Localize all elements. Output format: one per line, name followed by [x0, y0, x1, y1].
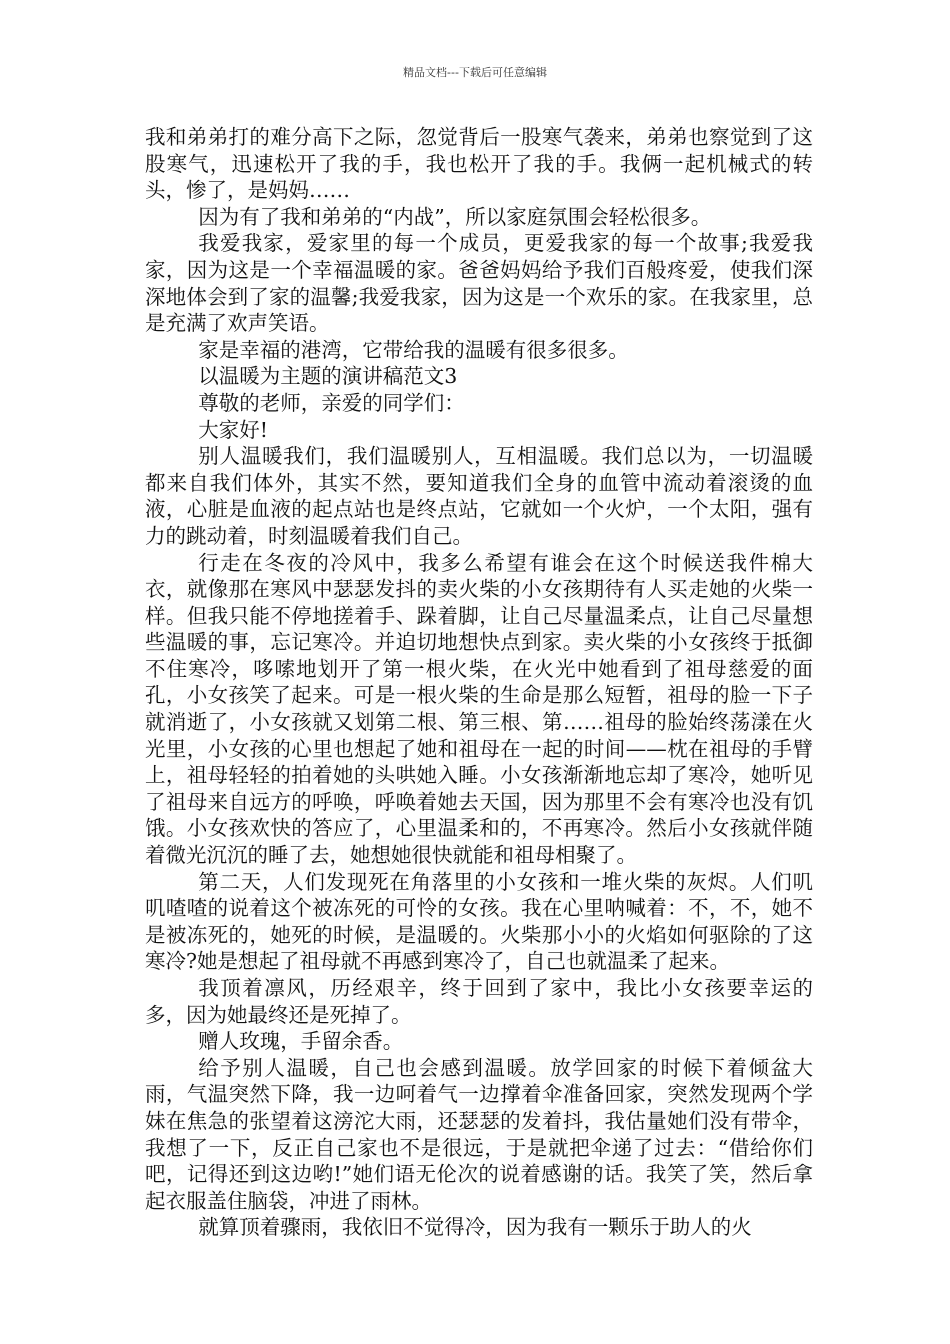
- document-body: [145, 124, 813, 1241]
- greeting: 大家好!: [198, 417, 269, 442]
- paragraph: 就算顶着骤雨，我依旧不觉得冷，因为我有一颗乐于助人的火: [198, 1215, 752, 1240]
- page-header: 精品文档---下载后可任意编辑: [403, 66, 547, 79]
- section-title: 以温暖为主题的演讲稿范文3: [198, 364, 458, 389]
- paragraph: 我和弟弟打的难分高下之际，忽觉背后一股寒气袭来，弟弟也察觉到了这股寒气，迅速松开了我的手，我也松开了我的手。我俩一起机械式的转头，惨了，是妈妈……: [145, 125, 813, 203]
- paragraph: 我爱我家，爱家里的每一个成员，更爱我家的每一个故事;我爱我家，因为这是一个幸福温暖的家。爸爸妈妈给予我们百般疼爱，使我们深深地体会到了家的温馨;我爱我家，因为这是一个欢乐的家。在我家里，总是充满了欢声笑语。: [145, 231, 813, 336]
- paragraph: 给予别人温暖，自己也会感到温暖。放学回家的时候下着倾盆大雨，气温突然下降，我一边呵着气一边撑着伞准备回家，突然发现两个学妹在焦急的张望着这滂沱大雨，还瑟瑟的发着抖，我估量她们没有带伞，我想了一下，反正自己家也不是很远，于是就把伞递了过去：“借给你们吧，记得还到这边哟!”她们语无伦次的说着感谢的话。我笑了笑，然后拿起衣服盖住脑袋，冲进了雨林。: [145, 1055, 813, 1213]
- paragraph: 我顶着凛风，历经艰辛，终于回到了家中，我比小女孩要幸运的多，因为她最终还是死掉了。: [145, 976, 813, 1027]
- paragraph: 家是幸福的港湾，它带给我的温暖有很多很多。: [198, 337, 629, 362]
- paragraph: 赠人玫瑰，手留余香。: [198, 1029, 404, 1054]
- paragraph: 别人温暖我们，我们温暖别人，互相温暖。我们总以为，一切温暖都来自我们体外，其实不然，要知道我们全身的血管中流动着滚烫的血液，心脏是血液的起点站也是终点站，它就如一个火炉，一个太阳，强有力的跳动着，时刻温暖着我们自己。: [145, 444, 813, 548]
- salutation: 尊敬的老师，亲爱的同学们：: [198, 390, 465, 415]
- paragraph: 因为有了我和弟弟的“内战”，所以家庭氛围会轻松很多。: [198, 204, 712, 229]
- paragraph: 第二天，人们发现死在角落里的小女孩和一堆火柴的灰烬。人们叽叽喳喳的说着这个被冻死的可怜的女孩。我在心里呐喊着：不，不，她不是被冻死的，她死的时候，是温暖的。火柴那小小的火焰如何驱除的了这寒冷?她是想起了祖母就不再感到寒冷了，自己也就温柔了起来。: [145, 869, 813, 974]
- paragraph: 行走在冬夜的冷风中，我多么希望有谁会在这个时候送我件棉大衣，就像那在寒风中瑟瑟发抖的卖火柴的小女孩期待有人买走她的火柴一样。但我只能不停地搓着手、跺着脚，让自己尽量温柔点，让自己尽量想些温暖的事，忘记寒冷。并迫切地想快点到家。卖火柴的小女孩终于抵御不住寒冷，哆嗦地划开了第一根火柴，在火光中她看到了祖母慈爱的面孔，小女孩笑了起来。可是一根火柴的生命是那么短暂，祖母的脸一下子就消逝了，小女孩就又划第二根、第三根、第……祖母的脸始终荡漾在火光里，小女孩的心里也想起了她和祖母在一起的时间——枕在祖母的手臂上，祖母轻轻的拍着她的头哄她入睡。小女孩渐渐地忘却了寒冷，她听见了祖母来自远方的呼唤，呼唤着她去天国，因为那里不会有寒冷也没有饥饿。小女孩欢快的答应了，心里温柔和的，不再寒冷。然后小女孩就伴随着微光沉沉的睡了去，她想她很快就能和祖母相聚了。: [145, 550, 813, 868]
